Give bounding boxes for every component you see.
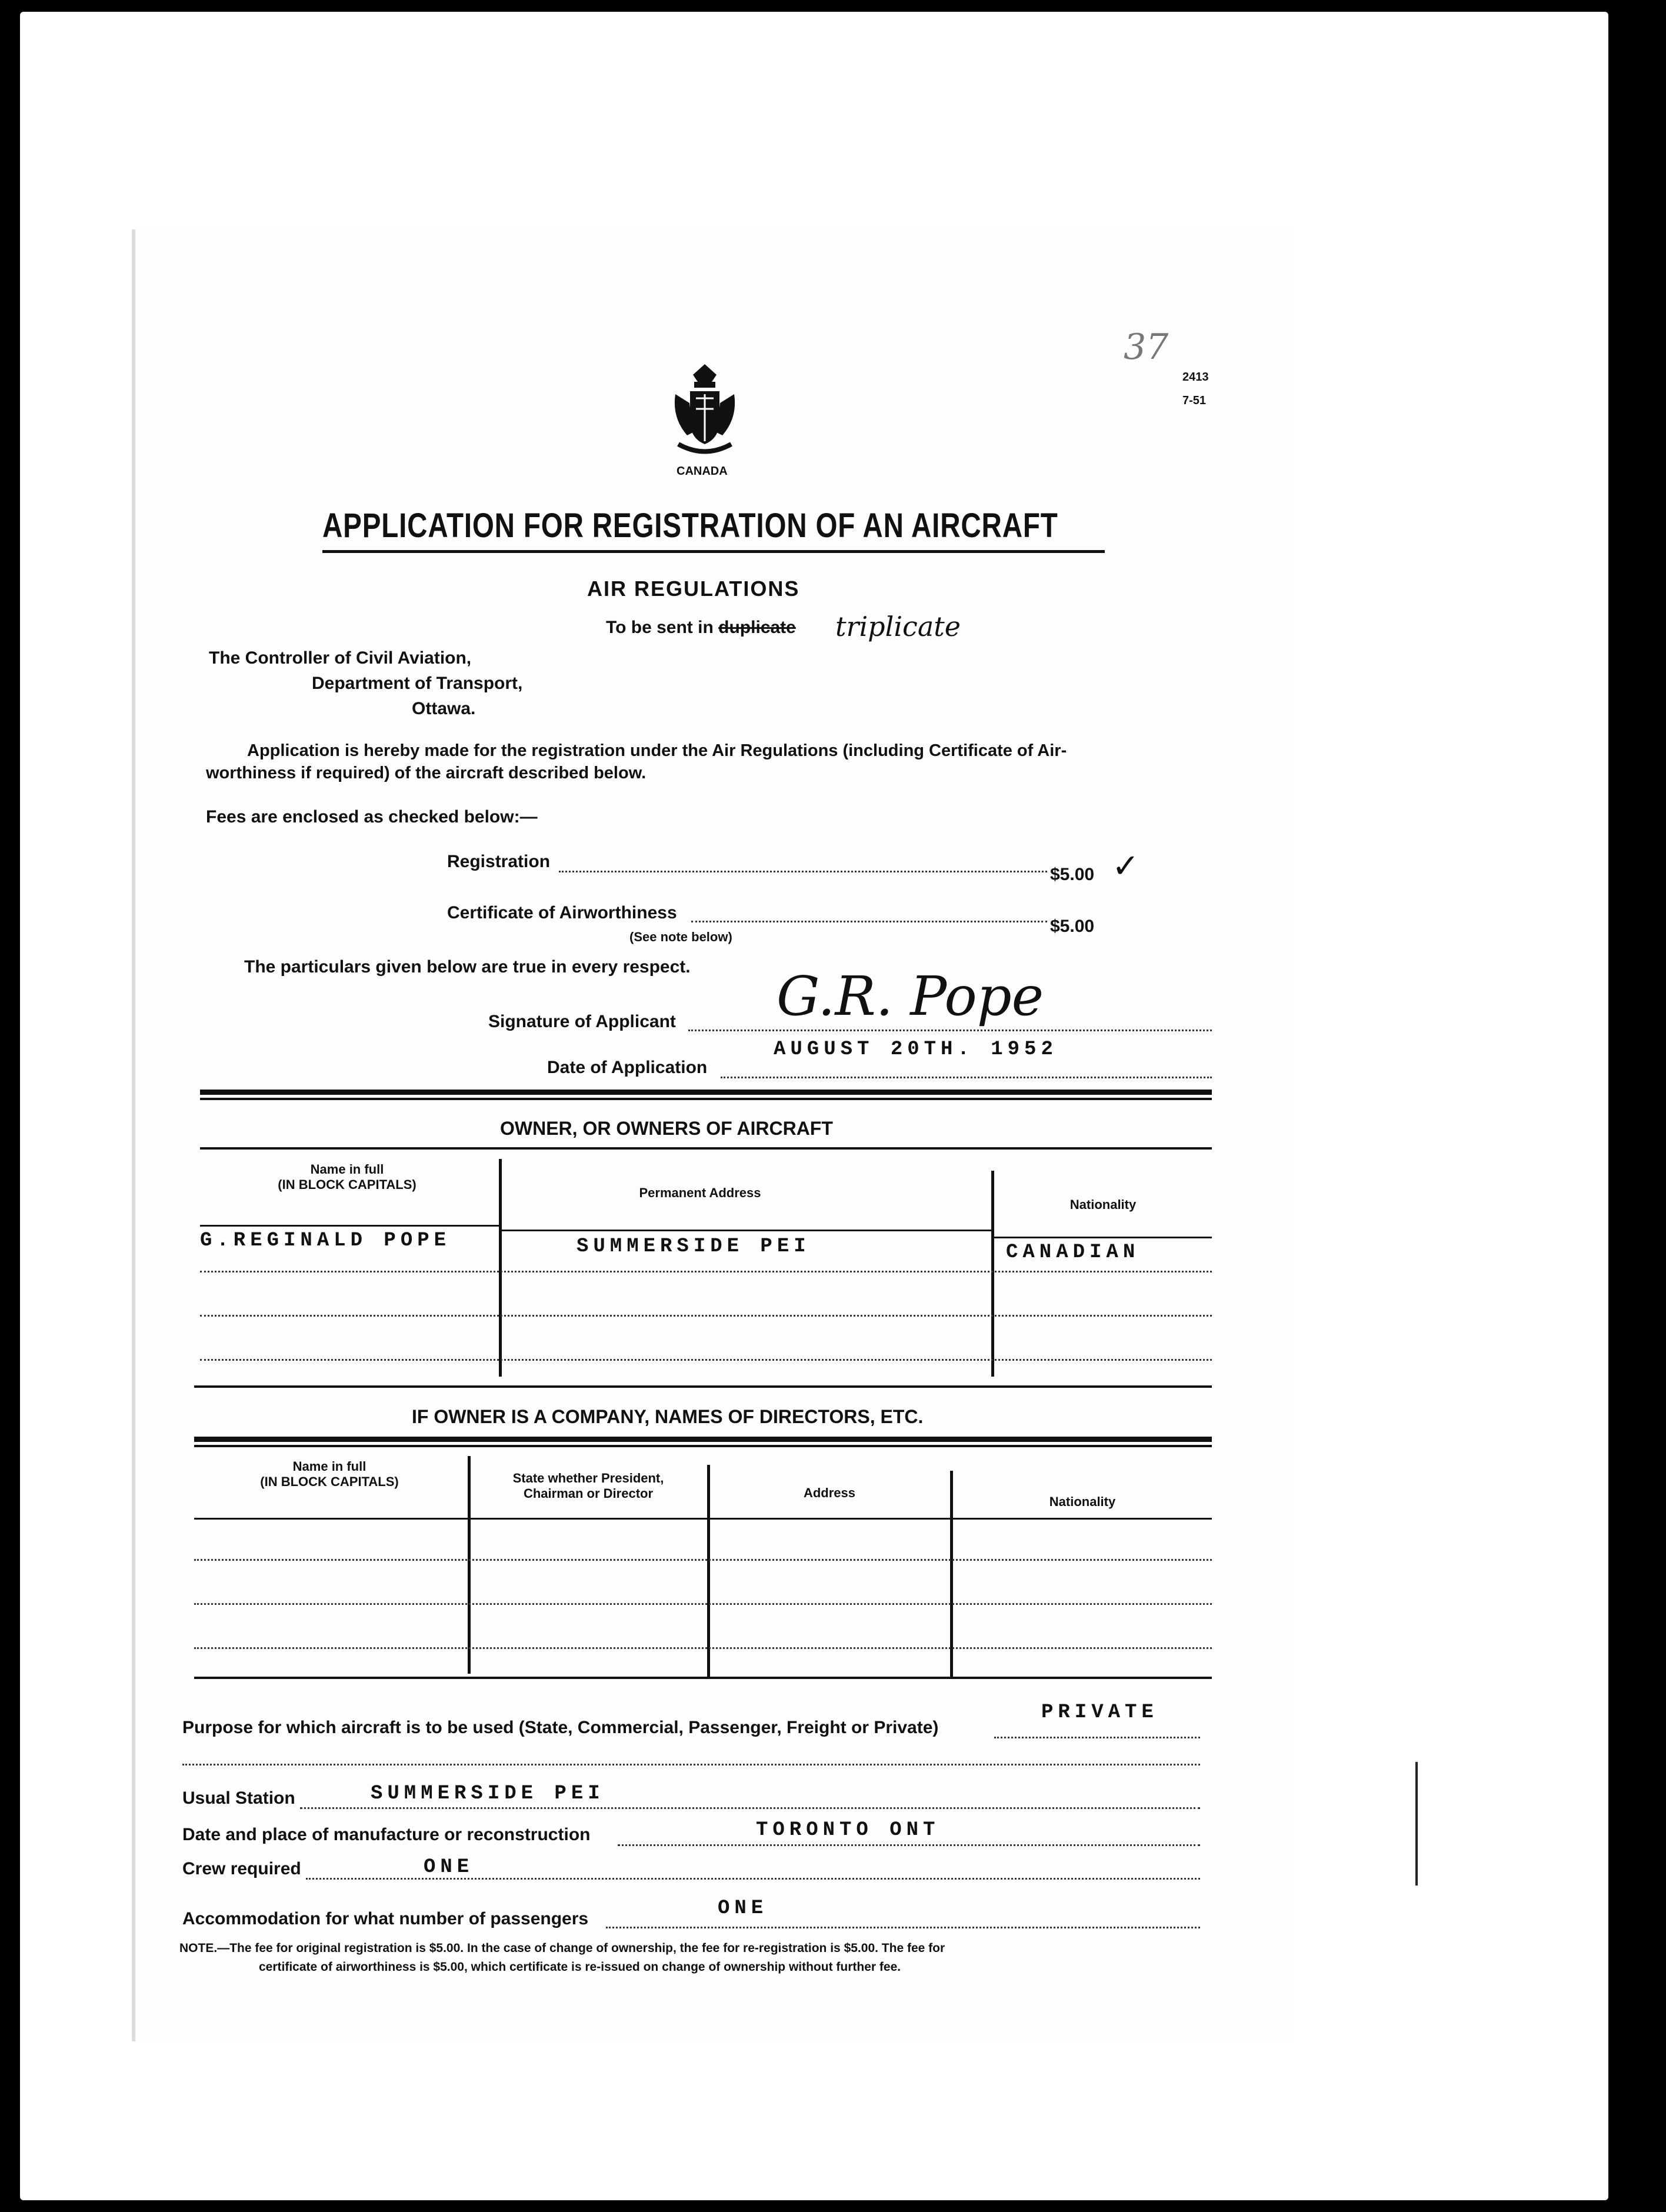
- owners-col-name: Name in full (IN BLOCK CAPITALS): [278, 1162, 416, 1192]
- sent-instruction: [606, 618, 796, 638]
- applicant-signature: G.R. Pope: [777, 965, 1044, 1028]
- passengers-label: Accommodation for what number of passengers: [182, 1909, 589, 1928]
- form-subtitle: AIR REGULATIONS: [587, 577, 800, 601]
- sent-prefix: To be sent in: [606, 618, 714, 637]
- date-value: AUGUST 20TH. 1952: [774, 1038, 1058, 1061]
- directors-col-name: Name in full (IN BLOCK CAPITALS): [260, 1459, 399, 1489]
- intro-line-1: Application is hereby made for the registration under the Air Regulations (including Certificate of Air-: [247, 741, 1067, 760]
- page-number: 37: [1124, 327, 1169, 368]
- form-date: 7-51: [1182, 394, 1207, 407]
- cert-note: (See note below): [629, 930, 732, 944]
- sent-struck: duplicate: [718, 618, 796, 637]
- registration-amount: $5.00: [1050, 865, 1095, 884]
- addressee-line-2: Department of Transport,: [312, 674, 523, 693]
- scan-mark: [1415, 1762, 1418, 1885]
- purpose-label: Purpose for which aircraft is to be used (State, Commercial, Passenger, Freight or Private): [182, 1718, 939, 1737]
- coat-of-arms-icon: [664, 362, 746, 462]
- form-title: APPLICATION FOR REGISTRATION OF AN AIRCRAFT: [322, 507, 1058, 545]
- application-form: [135, 229, 1294, 2041]
- owner-nationality: CANADIAN: [1006, 1241, 1140, 1264]
- owners-col-address: Permanent Address: [639, 1185, 761, 1200]
- owners-col-nationality: Nationality: [1069, 1197, 1137, 1212]
- intro-line-2: worthiness if required) of the aircraft described below.: [206, 764, 647, 782]
- cert-amount: $5.00: [1050, 917, 1095, 936]
- note-line-2: certificate of airworthiness is $5.00, which certificate is re-issued on change of ownership without further fee.: [259, 1960, 901, 1974]
- crew-label: Crew required: [182, 1859, 301, 1878]
- owner-name: G.REGINALD POPE: [200, 1230, 451, 1252]
- note-line-1: NOTE.—The fee for original registration is $5.00. In the case of change of ownership, the fee for re-registration is $5.00. The fee for: [179, 1941, 945, 1955]
- fees-heading: Fees are enclosed as checked below:—: [206, 807, 538, 827]
- title-underline: [322, 550, 1105, 553]
- declaration-text: The particulars given below are true in every respect.: [244, 957, 691, 977]
- cert-label: Certificate of Airworthiness: [447, 903, 677, 922]
- crest-label: CANADA: [677, 465, 728, 478]
- registration-checkmark: ✓: [1112, 847, 1139, 885]
- directors-col-role: State whether President, Chairman or Director: [512, 1471, 664, 1501]
- directors-heading: IF OWNER IS A COMPANY, NAMES OF DIRECTORS, ETC.: [412, 1406, 924, 1427]
- owners-heading: OWNER, OR OWNERS OF AIRCRAFT: [500, 1118, 833, 1139]
- passengers-value: ONE: [718, 1897, 768, 1920]
- station-label: Usual Station: [182, 1788, 295, 1808]
- crew-value: ONE: [424, 1856, 474, 1878]
- registration-label: Registration: [447, 852, 551, 871]
- manufacture-label: Date and place of manufacture or reconstruction: [182, 1825, 591, 1844]
- owner-address: SUMMERSIDE PEI: [577, 1235, 811, 1258]
- signature-label: Signature of Applicant: [488, 1012, 676, 1031]
- addressee-line-1: The Controller of Civil Aviation,: [209, 648, 472, 668]
- station-value: SUMMERSIDE PEI: [371, 1783, 605, 1805]
- addressee-line-3: Ottawa.: [412, 699, 476, 718]
- date-label: Date of Application: [547, 1058, 708, 1077]
- directors-col-address: Address: [803, 1485, 856, 1500]
- directors-col-nationality: Nationality: [1049, 1494, 1116, 1509]
- form-number: 2413: [1182, 371, 1209, 384]
- purpose-value: PRIVATE: [1041, 1701, 1158, 1724]
- manufacture-value: TORONTO ONT: [756, 1819, 940, 1841]
- sent-handwritten: triplicate: [835, 611, 961, 642]
